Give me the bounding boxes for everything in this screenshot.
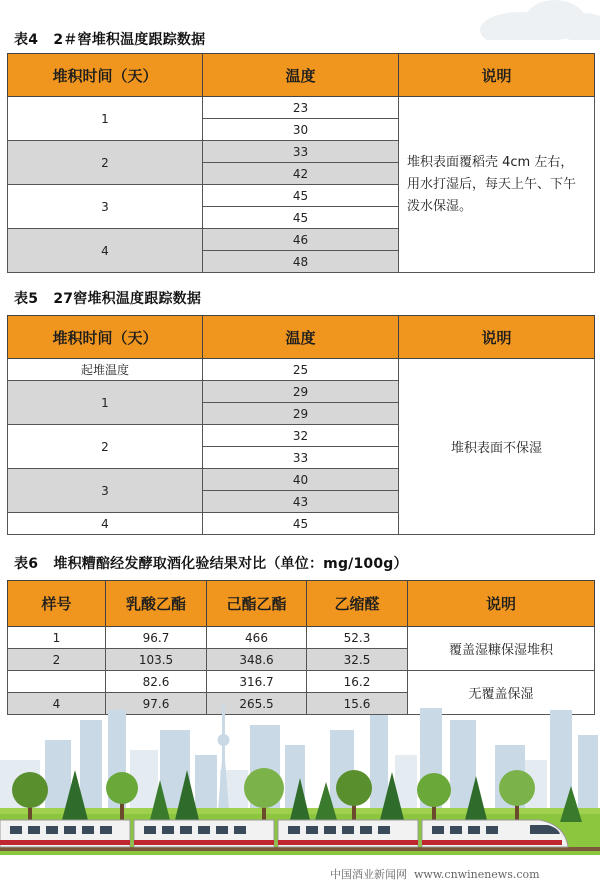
table4-temp-cell: 33 [203, 141, 399, 163]
table6-cell: 32.5 [307, 649, 408, 671]
table6-cell: 265.5 [207, 693, 307, 715]
table5-header-temp: 温度 [203, 316, 399, 359]
table4-temp-cell: 45 [203, 185, 399, 207]
table6-cell: 16.2 [307, 671, 408, 693]
city-train-illustration [0, 700, 600, 890]
table6-note-cell: 无覆盖保湿 [408, 671, 595, 715]
table6-cell: 1 [8, 627, 106, 649]
table4-temp-cell: 30 [203, 119, 399, 141]
table5-temp-cell: 32 [203, 425, 399, 447]
table6-header-ethyl-caproate: 己酯乙酯 [207, 581, 307, 627]
table4-day-cell: 1 [8, 97, 203, 141]
table4-header-note: 说明 [399, 54, 595, 97]
table6-cell: 52.3 [307, 627, 408, 649]
table5-start-label: 起堆温度 [8, 359, 203, 381]
table5-day-cell: 3 [8, 469, 203, 513]
table6-cell: 4 [8, 693, 106, 715]
table4-temp-cell: 46 [203, 229, 399, 251]
table6-cell: 466 [207, 627, 307, 649]
table5-temp-cell: 45 [203, 513, 399, 535]
table5-header-time: 堆积时间（天） [8, 316, 203, 359]
table5-day-cell: 2 [8, 425, 203, 469]
table6-cell: 15.6 [307, 693, 408, 715]
table5-temp-cell: 43 [203, 491, 399, 513]
table5-temp-cell: 40 [203, 469, 399, 491]
table4-day-cell: 3 [8, 185, 203, 229]
table6-header-acetal: 乙缩醛 [307, 581, 408, 627]
table6-header-sample: 样号 [8, 581, 106, 627]
table4-day-cell: 2 [8, 141, 203, 185]
table5-day-cell: 1 [8, 381, 203, 425]
table6-cell: 97.6 [106, 693, 207, 715]
table4 [7, 53, 595, 273]
table6-cell: 96.7 [106, 627, 207, 649]
table4-temp-cell: 48 [203, 251, 399, 273]
cloud-decoration [400, 0, 600, 40]
table5-temp-cell: 33 [203, 447, 399, 469]
table5-day-cell: 4 [8, 513, 203, 535]
table5 [7, 315, 595, 535]
table4-temp-cell: 23 [203, 97, 399, 119]
table4-note-cell: 堆积表面覆稻壳 4cm 左右，用水打湿后，每天上午、下午泼水保湿。 [399, 97, 595, 273]
table4-temp-cell: 42 [203, 163, 399, 185]
table6-cell: 316.7 [207, 671, 307, 693]
table4-temp-cell: 45 [203, 207, 399, 229]
table5-note-cell: 堆积表面不保湿 [399, 359, 595, 535]
table6-cell: 348.6 [207, 649, 307, 671]
table5-temp-cell: 29 [203, 381, 399, 403]
table4-title: 表4 2＃窖堆积温度跟踪数据 [14, 32, 206, 48]
table4-header-time: 堆积时间（天） [8, 54, 203, 97]
table4-day-cell: 4 [8, 229, 203, 273]
table6-title: 表6 堆积糟醅经发酵取酒化验结果对比（单位：mg/100g） [14, 556, 408, 572]
table6-header-ethyl-lactate: 乳酸乙酯 [106, 581, 207, 627]
table5-temp-cell: 29 [203, 403, 399, 425]
site-watermark: 中国酒业新闻网 www.cnwinenews.com [330, 868, 540, 881]
table6-note-cell: 覆盖湿糠保湿堆积 [408, 627, 595, 671]
table5-start-temp: 25 [203, 359, 399, 381]
table6-cell: 2 [8, 649, 106, 671]
table6 [7, 580, 595, 715]
table6-cell: 103.5 [106, 649, 207, 671]
table5-header-note: 说明 [399, 316, 595, 359]
table6-header-note: 说明 [408, 581, 595, 627]
table5-title: 表5 27窖堆积温度跟踪数据 [14, 291, 202, 307]
table6-cell [8, 671, 106, 693]
table4-header-temp: 温度 [203, 54, 399, 97]
table6-cell: 82.6 [106, 671, 207, 693]
